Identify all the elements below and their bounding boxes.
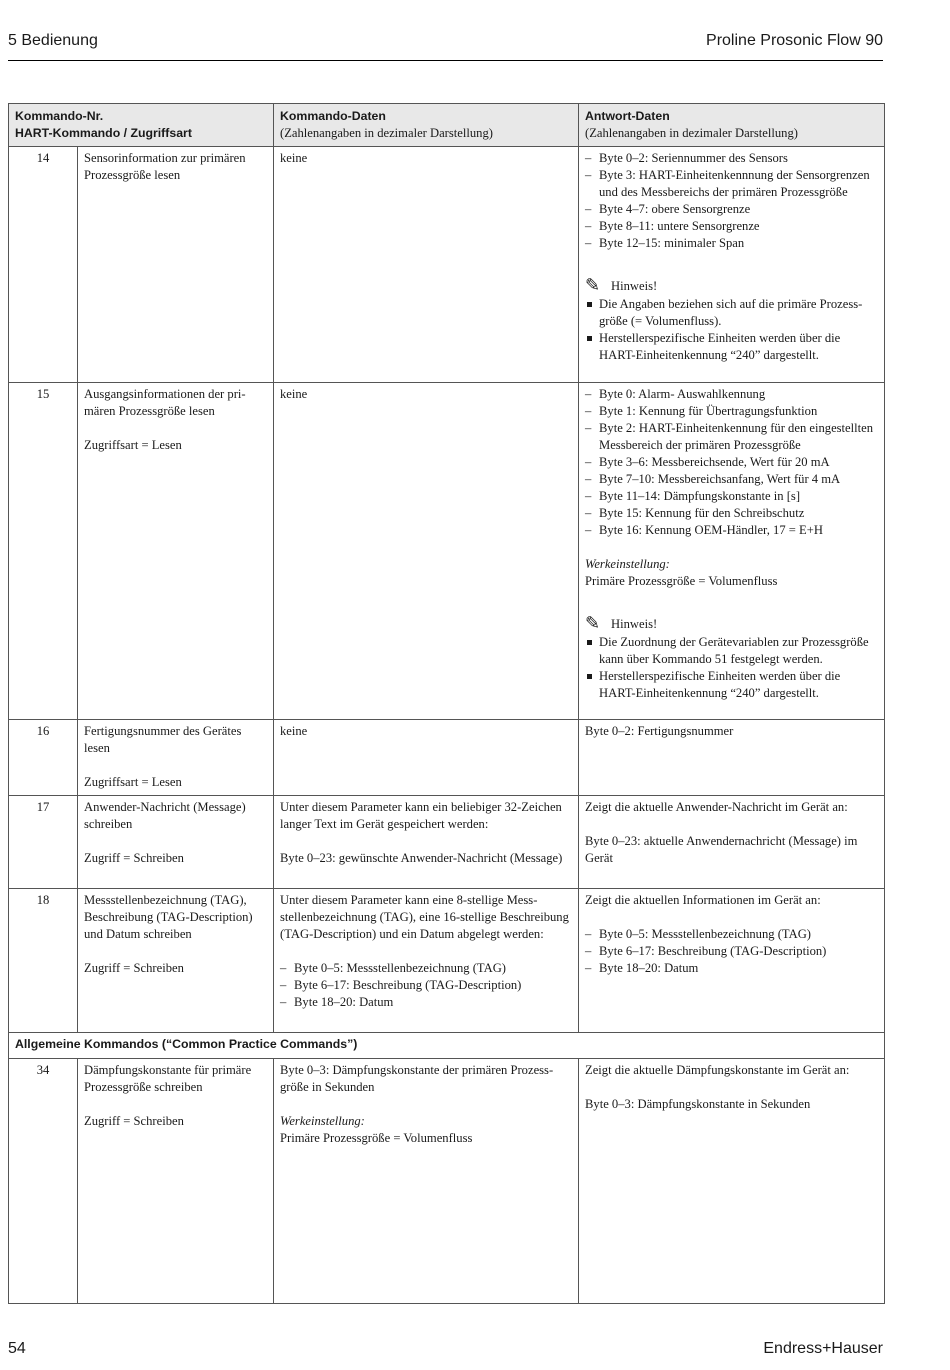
table-row xyxy=(9,889,885,1033)
list-item: – Byte 18–20: Datum xyxy=(280,994,572,1011)
list-item: Herstellerspezifische Einheiten werden über die HART-Einheitenkennung “240” dargestellt. xyxy=(585,668,878,702)
list-item: Herstellerspezifische Einheiten werden über die HART-Einheitenkennung “240” dargestellt. xyxy=(585,330,878,364)
list-item: – Byte 16: Kennung OEM-Händler, 17 = E+H xyxy=(585,522,878,539)
pencil-icon xyxy=(585,615,611,633)
pencil-icon xyxy=(585,277,611,295)
list-item: – Byte 18–20: Datum xyxy=(585,960,878,977)
section-row xyxy=(9,1033,885,1059)
factory-setting-label: Werkeinstellung: xyxy=(585,557,670,571)
list-item: – Byte 1: Kennung für Übertragungsfunktion xyxy=(585,403,878,420)
access-type: Zugriffsart = Lesen xyxy=(84,438,182,452)
header-product: Proline Prosonic Flow 90 xyxy=(706,32,883,49)
command-data: Unter diesem Parameter kann ein beliebiger 32-Zeichen langer Text im Gerät gespeichert werden: Byte 0–23: gewünschte Anwender-Nachricht (Message) xyxy=(274,796,579,889)
response-data xyxy=(579,147,885,383)
command-name: Fertigungsnummer des Gerätes lesen Zugriffsart = Lesen xyxy=(78,720,274,796)
response-data: Zeigt die aktuelle Anwender-Nachricht im Gerät an: Byte 0–23: aktuelle Anwendernachricht (Message) im Gerät xyxy=(579,796,885,889)
section-heading: Allgemeine Kommandos (“Common Practice Commands”) xyxy=(9,1033,885,1059)
list-item: – Byte 0–2: Seriennummer des Sensors xyxy=(585,150,878,167)
hart-command-table xyxy=(8,103,885,1304)
head-command-data: Kommando-Daten (Zahlenangaben in dezimaler Darstellung) xyxy=(274,104,579,147)
command-name: Anwender-Nachricht (Message) schreiben Zugriff = Schreiben xyxy=(78,796,274,889)
list-item: – Byte 3–6: Messbereichsende, Wert für 20 mA xyxy=(585,454,878,471)
response-data: Zeigt die aktuellen Informationen im Gerät an: – Byte 0–5: Messstellenbezeichnung (TAG) – Byte 6–17: Beschreibung (TAG-Description) – Byte 18–20: Datum xyxy=(579,889,885,1033)
brand-logo-text: Endress+Hauser xyxy=(763,1340,883,1357)
factory-setting-value: Primäre Prozessgröße = Volumenfluss xyxy=(280,1131,473,1145)
response-data: Zeigt die aktuelle Dämpfungskonstante im Gerät an: Byte 0–3: Dämpfungskonstante in Sekunden xyxy=(579,1059,885,1304)
command-number: 14 xyxy=(9,147,78,383)
note-heading: ✎ Hinweis! xyxy=(585,614,878,634)
command-data: Byte 0–3: Dämpfungskonstante der primären Prozessgröße in Sekunden Werkeinstellung: Primäre Prozessgröße = Volumenfluss xyxy=(274,1059,579,1304)
command-name: Messstellenbezeichnung (TAG), Beschreibung (TAG-Description) und Datum schreiben Zugriff = Schreiben xyxy=(78,889,274,1033)
command-data: Unter diesem Parameter kann eine 8-stellige Messstellenbezeichnung (TAG), eine 16-stellige Beschreibung (TAG-Description) und ein Datum abgelegt werden: – Byte 0–5: Messstellenbezeichnung (TAG) – Byte 6–17: Beschreibung (TAG-Description) – Byte 18–20: Datum xyxy=(274,889,579,1033)
command-number: 15 xyxy=(9,383,78,720)
command-data: keine xyxy=(274,720,579,796)
command-number: 17 xyxy=(9,796,78,889)
command-name: Ausgangsinformationen der primären Prozessgröße lesen Zugriffsart = Lesen xyxy=(78,383,274,720)
table-row xyxy=(9,720,885,796)
list-item: – Byte 12–15: minimaler Span xyxy=(585,235,878,252)
list-item: Die Angaben beziehen sich auf die primäre Prozessgröße (= Volumenfluss). xyxy=(585,296,878,330)
note-heading: ✎ Hinweis! xyxy=(585,276,878,296)
list-item: – Byte 0: Alarm- Auswahlkennung xyxy=(585,386,878,403)
table-row xyxy=(9,796,885,889)
table-row xyxy=(9,147,885,383)
command-data: keine xyxy=(274,383,579,720)
list-item: – Byte 7–10: Messbereichsanfang, Wert für 4 mA xyxy=(585,471,878,488)
access-type: Zugriff = Schreiben xyxy=(84,851,184,865)
list-item: Die Zuordnung der Gerätevariablen zur Prozessgröße kann über Kommando 51 festgelegt werden. xyxy=(585,634,878,668)
factory-setting-value: Primäre Prozessgröße = Volumenfluss xyxy=(585,574,778,588)
header-rule xyxy=(8,60,883,61)
list-item: – Byte 6–17: Beschreibung (TAG-Description) xyxy=(280,977,572,994)
response-data: Byte 0–2: Fertigungsnummer xyxy=(579,720,885,796)
list-item: – Byte 0–5: Messstellenbezeichnung (TAG) xyxy=(280,960,572,977)
head-command-no: Kommando-Nr. HART-Kommando / Zugriffsart xyxy=(9,104,274,147)
factory-setting-label: Werkeinstellung: xyxy=(280,1114,365,1128)
access-type: Zugriffsart = Lesen xyxy=(84,775,182,789)
access-type: Zugriff = Schreiben xyxy=(84,961,184,975)
list-item: – Byte 3: HART-Einheitenkennnung der Sensorgrenzen und des Messbereichs der primären Prozessgröße xyxy=(585,167,878,201)
list-item: – Byte 2: HART-Einheitenkennung für den eingestellten Messbereich der primären Prozessgröße xyxy=(585,420,878,454)
command-name: Sensorinformation zur primären Prozessgröße lesen xyxy=(78,147,274,383)
table-head-row xyxy=(9,104,885,147)
list-item: – Byte 11–14: Dämpfungskonstante in [s] xyxy=(585,488,878,505)
command-name: Dämpfungskonstante für primäre Prozessgröße schreiben Zugriff = Schreiben xyxy=(78,1059,274,1304)
page-number: 54 xyxy=(8,1340,26,1357)
access-type: Zugriff = Schreiben xyxy=(84,1114,184,1128)
command-number: 34 xyxy=(9,1059,78,1304)
head-response-data: Antwort-Daten (Zahlenangaben in dezimaler Darstellung) xyxy=(579,104,885,147)
response-data xyxy=(579,383,885,720)
command-number: 18 xyxy=(9,889,78,1033)
list-item: – Byte 15: Kennung für den Schreibschutz xyxy=(585,505,878,522)
table-row xyxy=(9,383,885,720)
command-data: keine xyxy=(274,147,579,383)
list-item: – Byte 8–11: untere Sensorgrenze xyxy=(585,218,878,235)
list-item: – Byte 4–7: obere Sensorgrenze xyxy=(585,201,878,218)
header-section: 5 Bedienung xyxy=(8,32,98,49)
list-item: – Byte 0–5: Messstellenbezeichnung (TAG) xyxy=(585,926,878,943)
list-item: – Byte 6–17: Beschreibung (TAG-Description) xyxy=(585,943,878,960)
command-number: 16 xyxy=(9,720,78,796)
table-row xyxy=(9,1059,885,1304)
